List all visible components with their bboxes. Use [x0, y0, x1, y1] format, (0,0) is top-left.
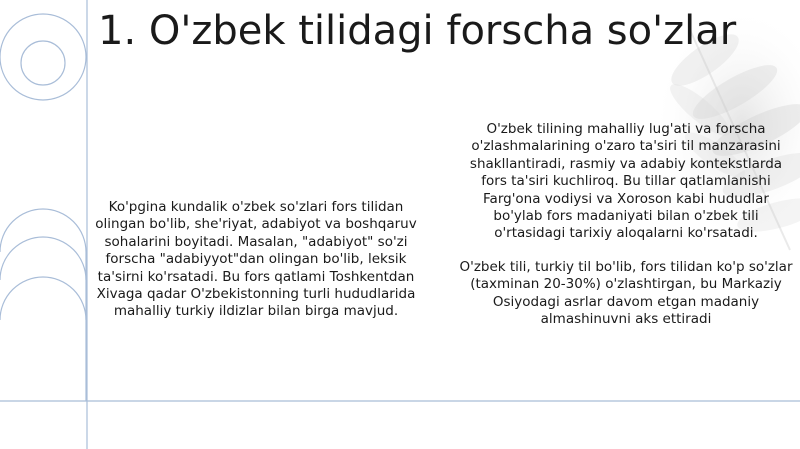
inner-circle: [21, 41, 65, 85]
arch-1: [0, 209, 86, 401]
left-paragraph: Ko'pgina kundalik o'zbek so'zlari fors tilidan olingan bo'lib, she'riyat, adabiyot va boshqaruv sohalarini boyitadi. Masalan, "adabiyot" so'zi forscha "adabiyyot"dan olingan bo'lib, leksik ta'sirni ko'rsatadi. Bu fors qatlami Toshkentdan Xivaga qadar O'zbekistonning turli hududlarida mahalliy turkiy ildizlar bilan birga mavjud.: [95, 199, 417, 320]
slide-title: 1. O'zbek tilidagi forscha so'zlar: [98, 8, 737, 54]
arch-2: [0, 237, 86, 280]
right-paragraph-1: O'zbek tilining mahalliy lug'ati va forscha o'zlashmalarining o'zaro ta'siri til manzarasini shakllantiradi, rasmiy va adabiy kontekstlarda fors ta'siri kuchliroq. Bu tillar qatlamlanishi Farg'ona vodiysi va Xoroson kabi hududlar bo'ylab fors madaniyati bilan o'zbek tili o'rtasidagi tarixiy aloqalarni ko'rsatadi.: [469, 121, 783, 242]
right-paragraph-2: O'zbek tili, turkiy til bo'lib, fors tilidan ko'p so'zlar (taxminan 20-30%) o'zlashtirgan, bu Markaziy Osiyodagi asrlar davom etgan madaniy almashinuvni aks ettiradi: [459, 259, 793, 328]
outer-circle: [0, 14, 86, 100]
arch-3: [0, 277, 86, 320]
